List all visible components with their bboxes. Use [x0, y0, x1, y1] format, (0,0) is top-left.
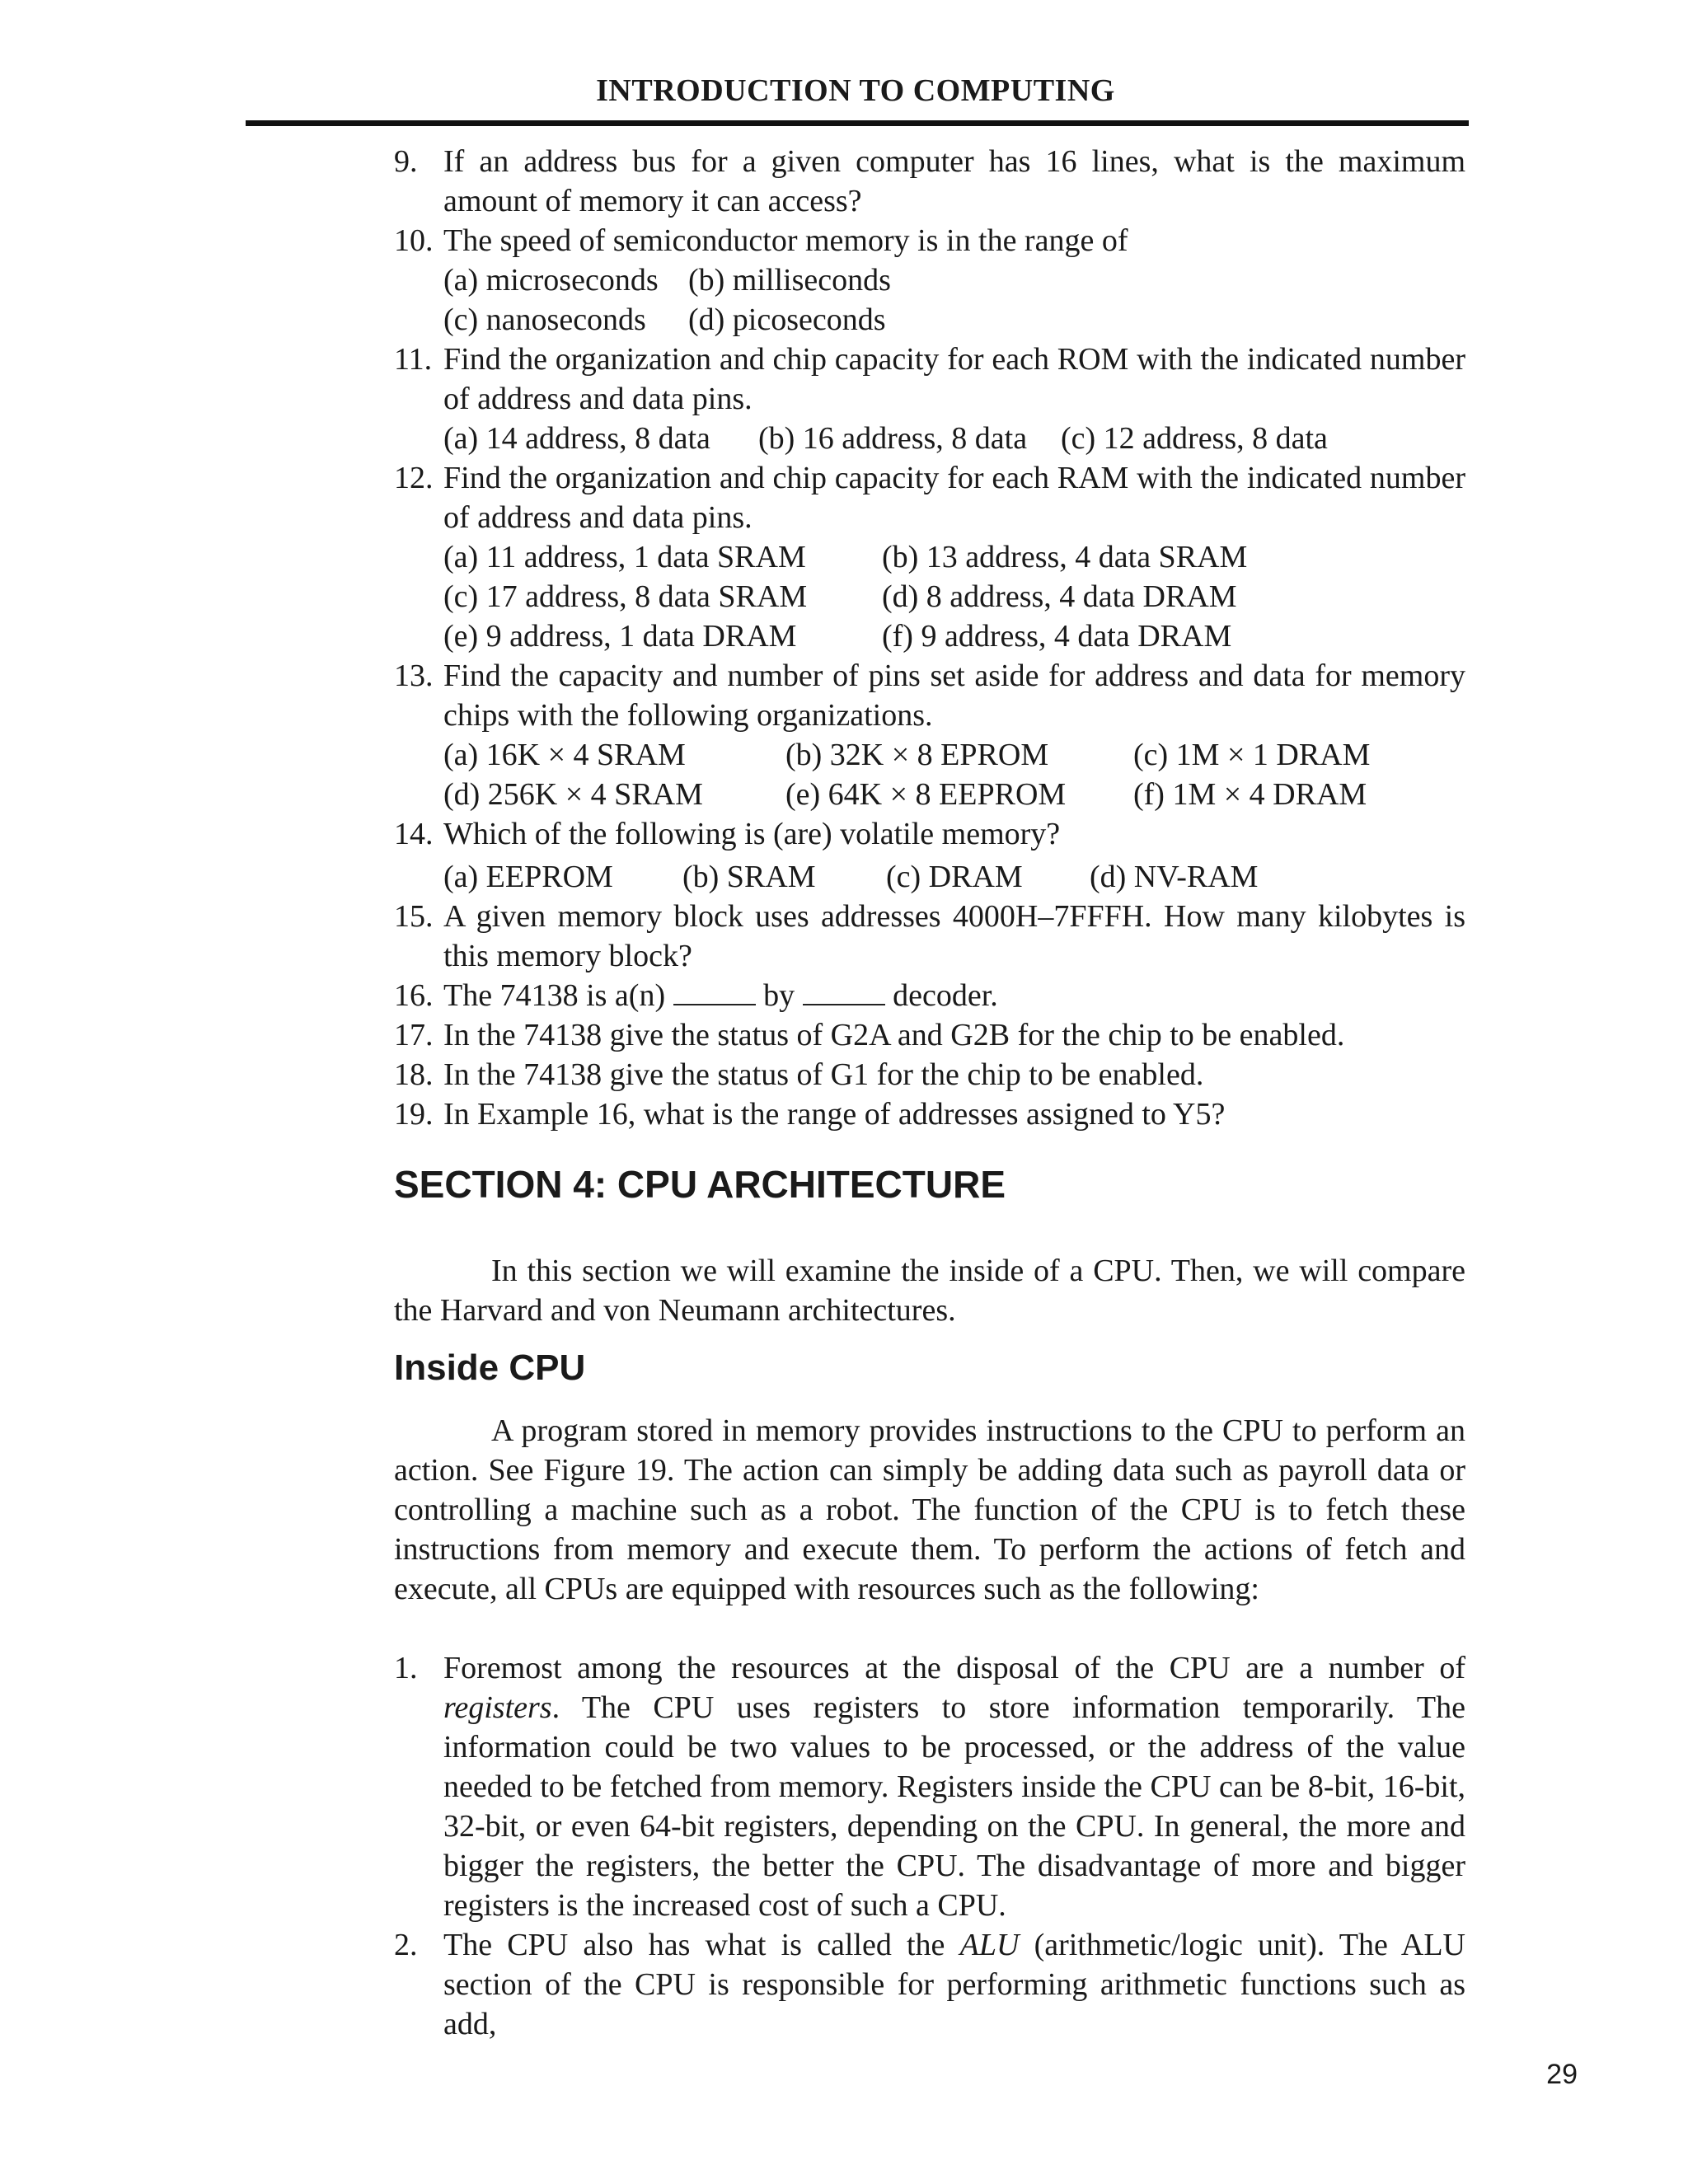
- question-text-part: The 74138 is a(n): [443, 978, 666, 1013]
- question-9: [394, 142, 1465, 221]
- option: (c) nanoseconds: [443, 302, 646, 337]
- question-text: Which of the following is (are) volatile memory?: [443, 817, 1061, 851]
- question-16: [394, 976, 1465, 1015]
- option: (a) microseconds: [443, 263, 659, 298]
- question-number: 10.: [394, 223, 434, 258]
- option: (a) 16K × 4 SRAM: [443, 738, 686, 772]
- question-number: 12.: [394, 461, 434, 495]
- question-text: [443, 976, 1465, 1015]
- option: (c) 1M × 1 DRAM: [1133, 738, 1371, 772]
- list-text: [443, 1925, 1465, 2044]
- question-text-part: decoder.: [893, 978, 998, 1013]
- question-number: 17.: [394, 1018, 434, 1052]
- question-text: A given memory block uses addresses 4000H–7FFFH. How many kilobytes is this memory block?: [443, 899, 1465, 973]
- question-text: The speed of semiconductor memory is in the range of: [443, 223, 1128, 258]
- question-13: [394, 656, 1465, 735]
- question-text: In the 74138 give the status of G2A and G2B for the chip to be enabled.: [443, 1018, 1345, 1052]
- question-15: [394, 897, 1465, 976]
- option: (d) 8 address, 4 data DRAM: [882, 579, 1237, 614]
- question-text: Find the organization and chip capacity for each ROM with the indicated number of address and data pins.: [443, 342, 1465, 416]
- option: (d) picoseconds: [688, 302, 886, 337]
- list-text-part: (arithmetic/logic unit). The ALU section of the CPU is responsible for performing arithmetic functions such as add,: [443, 1928, 1465, 2041]
- question-number: 18.: [394, 1057, 434, 1092]
- option: (a) EEPROM: [443, 860, 613, 894]
- question-number: 15.: [394, 899, 434, 934]
- list-text-part: . The CPU uses registers to store information temporarily. The information could be two values to be processed, or the address of the value needed to be fetched from memory. Registers inside the CPU can be 8-bit, 16-bit, 32-bit, or even 64-bit registers, depending on the CPU. In general, the more and bigger the registers, the better the CPU. The disadvantage of more and bigger registers is the increased cost of such a CPU.: [443, 1690, 1465, 1923]
- section-heading: SECTION 4: CPU ARCHITECTURE: [394, 1163, 1006, 1206]
- subsection-heading: Inside CPU: [394, 1347, 586, 1388]
- body-paragraph: A program stored in memory provides instructions to the CPU to perform an action. See Figure 19. The action can simply be adding data such as payroll data or controlling a machine such as a robot. The function of the CPU is to fetch these instructions from memory and execute them. To perform the actions of fetch and execute, all CPUs are equipped with resources such as the following:: [394, 1413, 1465, 1606]
- fill-in-blank: [673, 981, 756, 1005]
- section-intro-paragraph: In this section we will examine the inside of a CPU. Then, we will compare the Harvard and von Neumann architectures.: [394, 1254, 1465, 1328]
- option: (b) 16 address, 8 data: [758, 421, 1028, 456]
- emphasis-term: ALU: [959, 1928, 1020, 1962]
- option: (b) 32K × 8 EPROM: [785, 738, 1049, 772]
- option: (b) milliseconds: [688, 263, 891, 298]
- list-text-part: The CPU also has what is called the: [443, 1928, 960, 1962]
- running-header: INTRODUCTION TO COMPUTING: [596, 73, 1115, 108]
- question-text: Find the organization and chip capacity for each RAM with the indicated number of address and data pins.: [443, 461, 1465, 535]
- option: (a) 11 address, 1 data SRAM: [443, 540, 806, 574]
- option: (c) 17 address, 8 data SRAM: [443, 579, 808, 614]
- fill-in-blank: [803, 981, 885, 1005]
- question-10: [394, 221, 1465, 260]
- question-number: 11.: [394, 342, 433, 377]
- option: (b) SRAM: [682, 860, 816, 894]
- question-number: 9.: [394, 144, 418, 179]
- question-14: [394, 814, 1465, 854]
- question-12: [394, 458, 1465, 537]
- option: (f) 9 address, 4 data DRAM: [882, 619, 1232, 654]
- list-item: [394, 1925, 1465, 2044]
- question-number: 16.: [394, 978, 434, 1013]
- option: (d) NV-RAM: [1090, 860, 1259, 894]
- list-item: [394, 1648, 1465, 1925]
- option: (e) 64K × 8 EEPROM: [785, 777, 1067, 812]
- question-number: 19.: [394, 1097, 434, 1132]
- header-rule: [246, 120, 1469, 126]
- question-19: [394, 1094, 1465, 1134]
- question-number: 14.: [394, 817, 434, 851]
- question-text: Find the capacity and number of pins set aside for address and data for memory chips with the following organizations.: [443, 658, 1465, 733]
- question-text: If an address bus for a given computer has 16 lines, what is the maximum amount of memory it can access?: [443, 144, 1465, 218]
- option: (e) 9 address, 1 data DRAM: [443, 619, 797, 654]
- question-17: [394, 1015, 1465, 1055]
- option: (d) 256K × 4 SRAM: [443, 777, 703, 812]
- question-text: In the 74138 give the status of G1 for the chip to be enabled.: [443, 1057, 1204, 1092]
- list-number: 2.: [394, 1928, 418, 1962]
- list-text: [443, 1648, 1465, 1925]
- option: (a) 14 address, 8 data: [443, 421, 710, 456]
- option: (c) DRAM: [886, 860, 1023, 894]
- question-text-part: by: [763, 978, 795, 1013]
- option: (c) 12 address, 8 data: [1061, 421, 1328, 456]
- question-text: In Example 16, what is the range of addresses assigned to Y5?: [443, 1097, 1226, 1132]
- emphasis-term: registers: [443, 1690, 552, 1725]
- list-number: 1.: [394, 1651, 418, 1685]
- question-18: [394, 1055, 1465, 1094]
- question-11: [394, 340, 1465, 419]
- list-text-part: Foremost among the resources at the disposal of the CPU are a number of: [443, 1651, 1465, 1685]
- option: (b) 13 address, 4 data SRAM: [882, 540, 1248, 574]
- option: (f) 1M × 4 DRAM: [1133, 777, 1367, 812]
- page-number: 29: [1546, 2059, 1578, 2090]
- question-number: 13.: [394, 658, 434, 693]
